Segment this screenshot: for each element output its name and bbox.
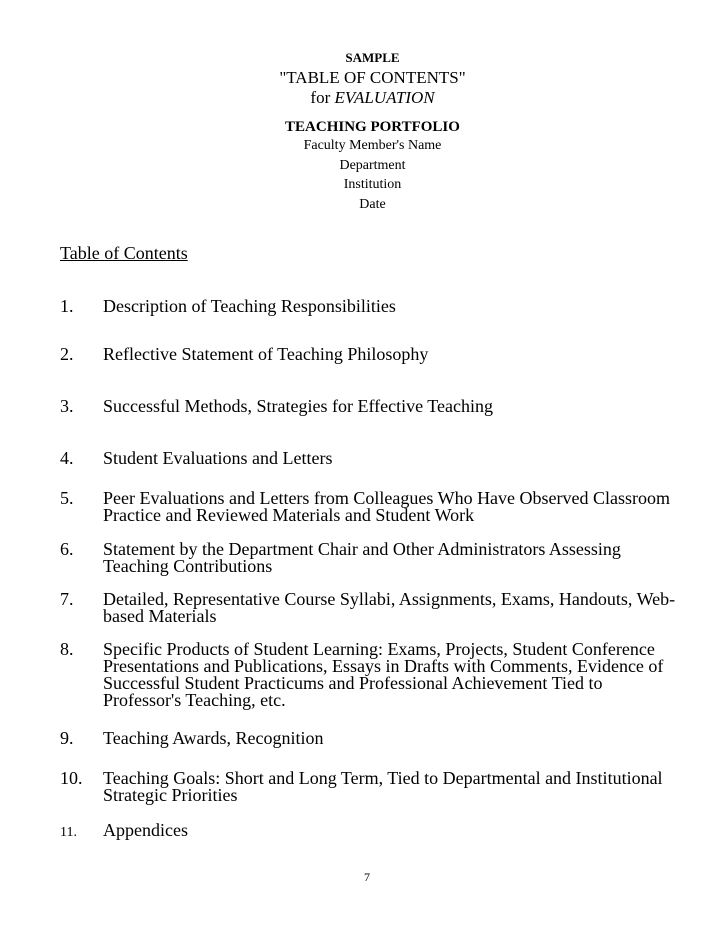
toc-entry-text: Detailed, Representative Course Syllabi, Assignments, Exams, Handouts, Web-based Materials [103, 589, 676, 626]
toc-entry-text: Appendices [103, 820, 188, 840]
toc-entry-text: Teaching Goals: Short and Long Term, Tied to Departmental and Institutional Strategic Priorities [103, 768, 663, 805]
toc-entry-number: 5. [60, 488, 74, 508]
date-line: Date [359, 196, 386, 212]
toc-entry-number: 7. [60, 589, 74, 609]
title-block [250, 48, 495, 214]
department-name: Department [339, 157, 406, 173]
document-subtitle [250, 88, 495, 108]
toc-entry-number: 4. [60, 448, 74, 468]
toc-entry-number: 6. [60, 539, 74, 559]
portfolio-title: TEACHING PORTFOLIO [285, 119, 460, 135]
institution-name: Institution [343, 177, 402, 192]
toc-entry-text: Specific Products of Student Learning: Exams, Projects, Student Conference Presentations and Publications, Essays in Drafts with Comments, Evidence of Successful Student Practicums and Professional Achievement Tied to Professor's Teaching, etc. [103, 639, 664, 710]
toc-entry-number: 9. [60, 728, 74, 748]
toc-entry-number: 3. [60, 396, 74, 416]
document-title: "TABLE OF CONTENTS" [279, 68, 466, 87]
toc-entry-number: 1. [60, 296, 74, 316]
toc-entry-text: Description of Teaching Responsibilities [103, 296, 396, 316]
toc-entry-text: Reflective Statement of Teaching Philosophy [103, 344, 429, 364]
sample-label: SAMPLE [345, 50, 400, 65]
toc-entry-number: 10. [60, 768, 83, 788]
toc-entry-number: 2. [60, 344, 74, 364]
toc-entry-text: Peer Evaluations and Letters from Colleagues Who Have Observed Classroom Practice and Reviewed Materials and Student Work [103, 488, 671, 525]
toc-entry-number: 11. [60, 825, 77, 840]
for-prefix: for [310, 88, 331, 107]
toc-entry-text: Statement by the Department Chair and Other Administrators Assessing Teaching Contributions [103, 539, 621, 576]
for-word: EVALUATION [334, 88, 435, 107]
toc-entry-text: Successful Methods, Strategies for Effective Teaching [103, 396, 493, 416]
page-number: 7 [364, 870, 370, 884]
toc-entry-text: Student Evaluations and Letters [103, 448, 333, 468]
toc-heading: Table of Contents [60, 243, 188, 263]
faculty-name: Faculty Member's Name [303, 138, 442, 153]
toc-entry-text: Teaching Awards, Recognition [103, 728, 324, 748]
toc-entry-number: 8. [60, 639, 74, 659]
